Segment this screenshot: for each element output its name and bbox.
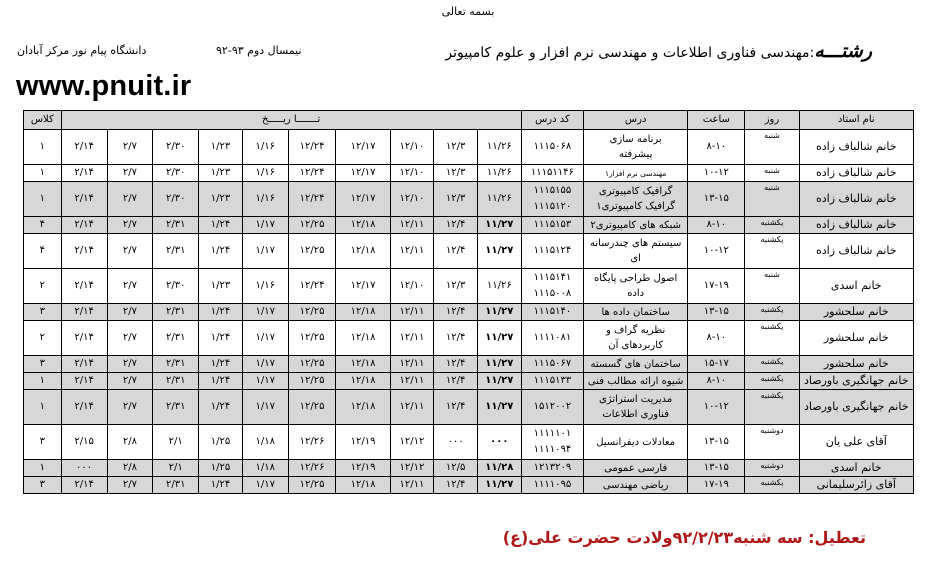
date-cell: ۱۲/۲۵ [288, 373, 336, 390]
date-cell: ۱۲/۴ [434, 477, 478, 494]
date-cell: ۲/۷ [107, 356, 153, 373]
course-line: داده [627, 288, 645, 299]
teacher-cell: خانم سلحشور [799, 356, 913, 373]
date-cell: ۱۱/۲۶ [477, 130, 521, 165]
date-cell: ۱/۲۵ [199, 425, 243, 460]
class-cell: ۱ [24, 460, 62, 477]
date-cell: ۲/۱۴ [61, 130, 107, 165]
date-cell: ۰۰۰ [61, 460, 107, 477]
course-line: ای [630, 253, 641, 264]
date-cell: ۱۲/۴ [434, 217, 478, 234]
date-cell: ۱۲/۱۸ [336, 356, 390, 373]
date-cell: ۲/۱۴ [61, 321, 107, 356]
date-cell: ۱/۲۴ [199, 321, 243, 356]
table-row [24, 304, 914, 321]
time-cell: ۱۳-۱۵ [688, 182, 745, 217]
day-cell: یکشنبه [745, 234, 799, 269]
course-line: ساختمان های گسسته [590, 358, 681, 370]
code-cell [521, 165, 583, 182]
date-cell: ۱۲/۳ [434, 165, 478, 182]
date-cell: ۱۲/۲۵ [288, 477, 336, 494]
course-line: کاربردهای آن [608, 340, 664, 351]
date-cell: ۱۲/۱۱ [390, 477, 434, 494]
course-cell [584, 425, 688, 460]
class-cell: ۳ [24, 477, 62, 494]
class-cell: ۲ [24, 269, 62, 304]
date-cell: ۱۲/۱۹ [336, 425, 390, 460]
code-cell [521, 356, 583, 373]
course-cell [584, 304, 688, 321]
header-day: روز [745, 111, 799, 130]
course-line: فناوری اطلاعات [602, 409, 669, 420]
table-row [24, 217, 914, 234]
date-cell: ۱۲/۵ [434, 460, 478, 477]
day-cell: شنبه [745, 182, 799, 217]
class-cell: ۱ [24, 390, 62, 425]
code-line: ۱۲۱۳۲۰۹ [533, 462, 572, 473]
teacher-cell: خانم اسدی [799, 269, 913, 304]
class-cell: ۲ [24, 321, 62, 356]
date-cell: ۲/۱ [153, 460, 199, 477]
date-cell: ۱۱/۲۶ [477, 182, 521, 217]
code-line: ۱۱۱۵۱۵۳ [533, 219, 572, 230]
date-cell: ۲/۳۱ [153, 477, 199, 494]
table-row [24, 425, 914, 460]
code-line: ۱۱۱۵۰۶۷ [533, 358, 572, 369]
time-cell: ۱۰-۱۲ [688, 165, 745, 182]
course-cell [584, 217, 688, 234]
table-row [24, 477, 914, 494]
course-cell [584, 269, 688, 304]
date-cell: ۱۱/۲۷ [477, 477, 521, 494]
date-cell: ۱۲/۱۸ [336, 390, 390, 425]
time-cell: ۱۳-۱۵ [688, 460, 745, 477]
code-line: ۱۵۱۲۰۰۲ [533, 401, 572, 412]
course-cell [584, 165, 688, 182]
date-cell: ۱/۲۴ [199, 477, 243, 494]
date-cell: ۱/۲۴ [199, 217, 243, 234]
date-cell: ۱۲/۴ [434, 356, 478, 373]
code-cell [521, 390, 583, 425]
date-cell: ۱/۲۴ [199, 356, 243, 373]
time-cell: ۸-۱۰ [688, 373, 745, 390]
date-cell: ۱/۱۷ [242, 234, 288, 269]
date-cell: ۱۲/۱۱ [390, 304, 434, 321]
date-cell: ۱۲/۱۷ [336, 269, 390, 304]
date-cell: ۱۲/۲۵ [288, 217, 336, 234]
code-cell [521, 460, 583, 477]
code-cell [521, 234, 583, 269]
date-cell: ۱/۱۷ [242, 321, 288, 356]
course-line: فارسی عمومی [604, 462, 668, 474]
teacher-cell: خانم جهانگیری باورصاد [799, 373, 913, 390]
date-cell: ۲/۳۱ [153, 234, 199, 269]
course-line: مهندسی نرم افزار۱ [604, 168, 667, 178]
date-cell: ۱۲/۱۲ [390, 425, 434, 460]
date-cell: ۲/۳۱ [153, 321, 199, 356]
date-cell: ۲/۳۰ [153, 182, 199, 217]
course-line: اصول طراحی پایگاه [594, 273, 678, 284]
date-cell: ۲/۱۴ [61, 373, 107, 390]
date-cell: ۲/۷ [107, 234, 153, 269]
code-cell [521, 477, 583, 494]
schedule-body [24, 130, 914, 494]
date-cell: ۱۲/۱۸ [336, 477, 390, 494]
course-cell [584, 234, 688, 269]
date-cell: ۱۲/۴ [434, 373, 478, 390]
course-cell [584, 390, 688, 425]
major-heading [445, 40, 872, 62]
date-cell: ۲/۳۰ [153, 165, 199, 182]
class-cell: ۱ [24, 130, 62, 165]
day-cell: شنبه [745, 130, 799, 165]
teacher-cell: خانم شالباف زاده [799, 182, 913, 217]
date-cell: ۱۱/۲۷ [477, 390, 521, 425]
site-url: www.pnuit.ir [16, 70, 192, 102]
time-cell: ۸-۱۰ [688, 130, 745, 165]
course-line: شبکه های کامپیوتری۲ [590, 219, 681, 231]
date-cell: ۲/۱۵ [61, 425, 107, 460]
date-cell: ۱۲/۴ [434, 234, 478, 269]
day-cell: یکشنبه [745, 304, 799, 321]
code-line: ۱۱۱۵۱۲۴ [533, 245, 572, 256]
code-line: ۱۱۱۵۱۵۵ [533, 185, 572, 196]
date-cell: ۱۲/۲۵ [288, 234, 336, 269]
course-cell [584, 130, 688, 165]
code-line: ۱۱۱۱۰۸۱ [533, 332, 572, 343]
date-cell: ۱۲/۱۱ [390, 373, 434, 390]
code-line: ۱۱۱۵۱۲۰ [533, 201, 572, 212]
date-cell: ۲/۷ [107, 373, 153, 390]
date-cell: ۱۲/۴ [434, 390, 478, 425]
date-cell: ۱/۱۶ [242, 130, 288, 165]
date-cell: ۲/۷ [107, 477, 153, 494]
date-cell: ۱۲/۱۸ [336, 304, 390, 321]
day-cell: یکشنبه [745, 321, 799, 356]
date-cell: ۱/۱۶ [242, 182, 288, 217]
code-line: ۱۱۱۵۰۰۸ [533, 288, 572, 299]
page-top-title: بسمه تعالی [441, 5, 495, 18]
date-cell: ۱۲/۳ [434, 182, 478, 217]
time-cell: ۸-۱۰ [688, 321, 745, 356]
date-cell: ۱۲/۳ [434, 130, 478, 165]
date-cell: ۱۲/۱۸ [336, 373, 390, 390]
date-cell: ۱۲/۱۱ [390, 321, 434, 356]
date-cell: ۱/۱۷ [242, 373, 288, 390]
date-cell: ۱۱/۲۷ [477, 234, 521, 269]
date-cell: ۲/۷ [107, 130, 153, 165]
date-cell: ۲/۱۴ [61, 234, 107, 269]
date-cell: ۲/۳۱ [153, 373, 199, 390]
schedule-table [23, 110, 914, 494]
date-cell: ۱/۲۵ [199, 460, 243, 477]
header-code: کد درس [521, 111, 583, 130]
course-line: نظریه گراف و [606, 325, 666, 336]
time-cell: ۱۳-۱۵ [688, 425, 745, 460]
table-row [24, 390, 914, 425]
header-dates: تـــــــا ریـــــخ [61, 111, 521, 130]
major-name: :مهندسی فناوری اطلاعات و مهندسی نرم افزار و علوم کامپیوتر [445, 45, 815, 61]
date-cell: ۱/۱۶ [242, 165, 288, 182]
teacher-cell: آقای علی یان [799, 425, 913, 460]
date-cell: ۱۲/۳ [434, 269, 478, 304]
date-cell: ۱۲/۴ [434, 321, 478, 356]
date-cell: ۱۱/۲۷ [477, 217, 521, 234]
table-row [24, 234, 914, 269]
date-cell: ۲/۸ [107, 425, 153, 460]
code-cell [521, 269, 583, 304]
code-cell [521, 373, 583, 390]
date-cell: ۱/۱۶ [242, 269, 288, 304]
day-cell: شنبه [745, 165, 799, 182]
date-cell: ۱/۱۷ [242, 477, 288, 494]
date-cell: ۱/۲۳ [199, 269, 243, 304]
date-cell: ۱۲/۱۰ [390, 130, 434, 165]
date-cell: ۱/۲۴ [199, 373, 243, 390]
teacher-cell: آقای زائرسلیمانی [799, 477, 913, 494]
course-line: پیشرفته [618, 149, 653, 160]
date-cell: ۱۲/۱۸ [336, 234, 390, 269]
date-cell: ۲/۱۴ [61, 477, 107, 494]
class-cell: ۳ [24, 304, 62, 321]
code-line: ۱۱۱۵۱۴۱ [533, 272, 572, 283]
header-teacher: نام استاد [799, 111, 913, 130]
date-cell: ۲/۱۴ [61, 304, 107, 321]
date-cell: ۱۱/۲۸ [477, 460, 521, 477]
course-line: ریاضی مهندسی [602, 479, 669, 491]
date-cell: ۲/۷ [107, 182, 153, 217]
date-cell: ۲/۳۰ [153, 130, 199, 165]
code-line: ۱۱۱۱۱۰۱ [533, 428, 572, 439]
day-cell: یکشنبه [745, 390, 799, 425]
date-cell: ۱/۱۷ [242, 390, 288, 425]
date-cell: ۰۰۰ [477, 425, 521, 460]
date-cell: ۱۲/۱۷ [336, 165, 390, 182]
date-cell: ۲/۷ [107, 269, 153, 304]
class-cell: ۳ [24, 425, 62, 460]
date-cell: ۰۰۰ [434, 425, 478, 460]
class-cell: ۴ [24, 234, 62, 269]
teacher-cell: خانم شالباف زاده [799, 217, 913, 234]
teacher-cell: خانم شالباف زاده [799, 165, 913, 182]
date-cell: ۱۱/۲۶ [477, 269, 521, 304]
date-cell: ۱/۱۸ [242, 460, 288, 477]
date-cell: ۱/۲۳ [199, 182, 243, 217]
table-row [24, 460, 914, 477]
class-cell: ۳ [24, 356, 62, 373]
date-cell: ۱/۲۴ [199, 390, 243, 425]
date-cell: ۱۲/۲۵ [288, 321, 336, 356]
code-line: ۱۱۱۵۰۶۸ [533, 141, 572, 152]
date-cell: ۱۲/۲۴ [288, 182, 336, 217]
date-cell: ۱۲/۱۱ [390, 356, 434, 373]
date-cell: ۲/۱۴ [61, 165, 107, 182]
teacher-cell: خانم شالباف زاده [799, 234, 913, 269]
date-cell: ۱۱/۲۷ [477, 356, 521, 373]
table-header-row [24, 111, 914, 130]
date-cell: ۱۱/۲۷ [477, 373, 521, 390]
day-cell: یکشنبه [745, 477, 799, 494]
code-cell [521, 130, 583, 165]
date-cell: ۲/۷ [107, 165, 153, 182]
teacher-cell: خانم سلحشور [799, 304, 913, 321]
table-row [24, 373, 914, 390]
day-cell: دوشنبه [745, 425, 799, 460]
date-cell: ۱۲/۲۴ [288, 165, 336, 182]
code-cell [521, 321, 583, 356]
header-class: کلاس [24, 111, 62, 130]
course-line: گرافیک کامپیوتری۱ [596, 201, 676, 212]
major-label: رشتـــه [814, 40, 872, 62]
date-cell: ۱۲/۱۰ [390, 165, 434, 182]
table-row [24, 356, 914, 373]
course-line: شیوه ارائه مطالب فنی [587, 375, 684, 387]
date-cell: ۲/۱۴ [61, 356, 107, 373]
day-cell: یکشنبه [745, 217, 799, 234]
code-line: ۱۱۱۵۱۱۴۶ [530, 167, 574, 178]
date-cell: ۱۲/۱۰ [390, 182, 434, 217]
date-cell: ۱۲/۲۴ [288, 130, 336, 165]
teacher-cell: خانم اسدی [799, 460, 913, 477]
teacher-cell: خانم جهانگیری باورصاد [799, 390, 913, 425]
date-cell: ۱۲/۱۱ [390, 390, 434, 425]
date-cell: ۱۲/۲۵ [288, 356, 336, 373]
date-cell: ۱۲/۱۷ [336, 130, 390, 165]
date-cell: ۱۱/۲۷ [477, 321, 521, 356]
date-cell: ۱۲/۲۵ [288, 390, 336, 425]
date-cell: ۱/۲۴ [199, 234, 243, 269]
day-cell: یکشنبه [745, 356, 799, 373]
class-cell: ۱ [24, 165, 62, 182]
date-cell: ۱۲/۱۸ [336, 321, 390, 356]
code-cell [521, 304, 583, 321]
date-cell: ۱۲/۲۶ [288, 460, 336, 477]
date-cell: ۱/۲۳ [199, 165, 243, 182]
code-line: ۱۱۱۵۱۳۳ [533, 375, 572, 386]
date-cell: ۱۲/۲۴ [288, 269, 336, 304]
date-cell: ۱۱/۲۷ [477, 304, 521, 321]
class-cell: ۱ [24, 182, 62, 217]
day-cell: دوشنبه [745, 460, 799, 477]
date-cell: ۱۲/۱۱ [390, 234, 434, 269]
code-line: ۱۱۱۱۰۹۴ [533, 444, 572, 455]
date-cell: ۲/۱۴ [61, 182, 107, 217]
day-cell: شنبه [745, 269, 799, 304]
date-cell: ۱۲/۴ [434, 304, 478, 321]
date-cell: ۲/۳۱ [153, 390, 199, 425]
time-cell: ۱۵-۱۷ [688, 356, 745, 373]
date-cell: ۲/۱۴ [61, 390, 107, 425]
code-line: ۱۱۱۵۱۴۰ [533, 306, 572, 317]
course-cell [584, 182, 688, 217]
date-cell: ۲/۱۴ [61, 269, 107, 304]
date-cell: ۱۲/۱۸ [336, 217, 390, 234]
date-cell: ۱۲/۱۹ [336, 460, 390, 477]
date-cell: ۲/۷ [107, 304, 153, 321]
table-row [24, 165, 914, 182]
class-cell: ۴ [24, 217, 62, 234]
date-cell: ۲/۷ [107, 217, 153, 234]
date-cell: ۱۲/۲۶ [288, 425, 336, 460]
code-cell [521, 182, 583, 217]
date-cell: ۱/۱۷ [242, 304, 288, 321]
table-row [24, 321, 914, 356]
course-line: ساختمان داده ها [601, 306, 670, 318]
date-cell: ۲/۷ [107, 390, 153, 425]
time-cell: ۱۳-۱۵ [688, 304, 745, 321]
date-cell: ۱۱/۲۶ [477, 165, 521, 182]
table-row [24, 130, 914, 165]
date-cell: ۲/۱ [153, 425, 199, 460]
course-cell [584, 321, 688, 356]
course-line: برنامه سازی [609, 134, 662, 145]
course-line: معادلات دیفرانسیل [596, 436, 676, 448]
course-line: مدیریت استراتژی [599, 394, 673, 405]
date-cell: ۱۲/۱۷ [336, 182, 390, 217]
course-cell [584, 477, 688, 494]
date-cell: ۱/۱۸ [242, 425, 288, 460]
teacher-cell: خانم سلحشور [799, 321, 913, 356]
course-cell [584, 460, 688, 477]
date-cell: ۲/۸ [107, 460, 153, 477]
date-cell: ۱/۲۴ [199, 304, 243, 321]
time-cell: ۸-۱۰ [688, 217, 745, 234]
date-cell: ۲/۱۴ [61, 217, 107, 234]
date-cell: ۲/۳۱ [153, 304, 199, 321]
holiday-note: تعطیل: سه شنبه۹۲/۲/۲۳ولادت حضرت علی(ع) [502, 528, 866, 547]
date-cell: ۱۲/۱۰ [390, 269, 434, 304]
table-row [24, 182, 914, 217]
date-cell: ۲/۳۱ [153, 217, 199, 234]
class-cell: ۱ [24, 373, 62, 390]
header-course: درس [584, 111, 688, 130]
teacher-cell: خانم شالباف زاده [799, 130, 913, 165]
date-cell: ۱۲/۱۲ [390, 460, 434, 477]
date-cell: ۱/۲۳ [199, 130, 243, 165]
header-time: ساعت [688, 111, 745, 130]
date-cell: ۱/۱۷ [242, 356, 288, 373]
date-cell: ۲/۳۰ [153, 269, 199, 304]
date-cell: ۱۲/۲۵ [288, 304, 336, 321]
code-line: ۱۱۱۱۰۹۵ [533, 479, 572, 490]
course-cell [584, 356, 688, 373]
date-cell: ۲/۷ [107, 321, 153, 356]
time-cell: ۱۰-۱۲ [688, 234, 745, 269]
date-cell: ۱۲/۱۱ [390, 217, 434, 234]
semester-label: نیمسال دوم ۹۳-۹۲ [216, 44, 302, 57]
time-cell: ۱۷-۱۹ [688, 269, 745, 304]
time-cell: ۱۷-۱۹ [688, 477, 745, 494]
course-cell [584, 373, 688, 390]
date-cell: ۲/۳۱ [153, 356, 199, 373]
code-cell [521, 425, 583, 460]
time-cell: ۱۰-۱۲ [688, 390, 745, 425]
course-line: گرافیک کامپیوتری [598, 186, 673, 197]
university-name: دانشگاه پیام نور مرکز آبادان [17, 44, 147, 57]
table-row [24, 269, 914, 304]
code-cell [521, 217, 583, 234]
date-cell: ۱/۱۷ [242, 217, 288, 234]
course-line: سیستم های چندرسانه [589, 238, 682, 249]
day-cell: یکشنبه [745, 373, 799, 390]
